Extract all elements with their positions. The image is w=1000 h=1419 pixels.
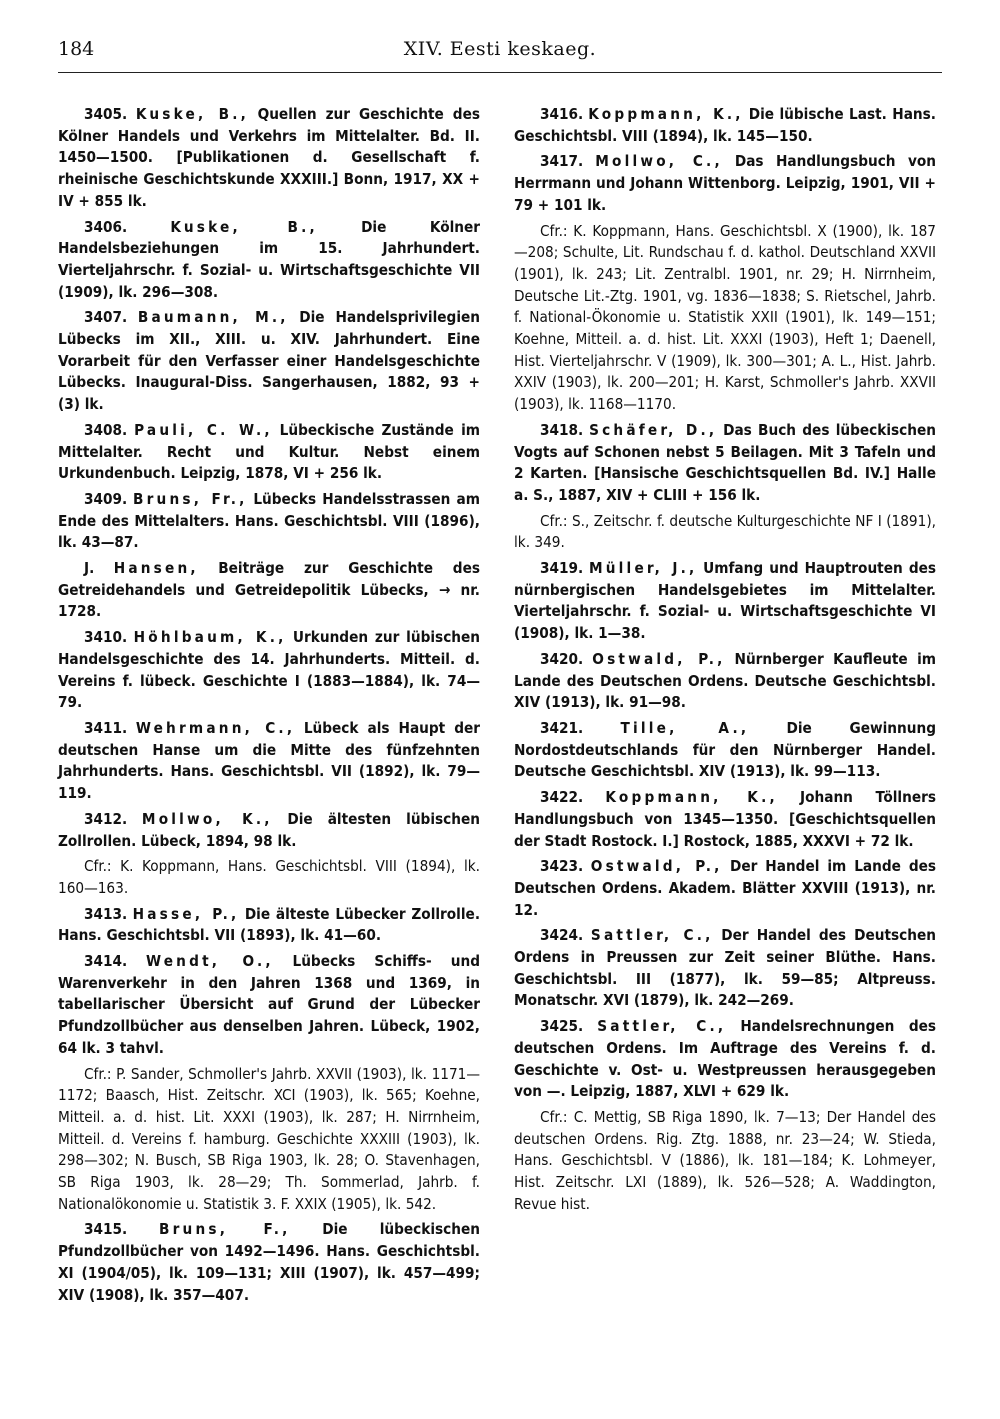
entry-review-note: Cfr.: K. Koppmann, Hans. Geschichtsbl. VIII (1894), lk. 160—163. <box>58 857 480 897</box>
bibliography-entry <box>514 718 936 783</box>
entry-title: Die älteste Lübecker Zollrolle. Hans. Geschichtsbl. VII (1893), lk. 41—60. <box>58 904 481 945</box>
entry-number: 3415. <box>84 1220 128 1239</box>
entry-author: Mollwo, C., <box>595 152 723 171</box>
bibliography-entry <box>514 856 936 921</box>
entry-author: Baumann, M., <box>137 308 289 327</box>
entry-author: Wehrmann, C., <box>135 718 296 737</box>
bibliography-entry <box>514 104 936 147</box>
bibliography-entry <box>58 627 480 714</box>
entry-number: 3419. <box>540 559 584 578</box>
running-head: XIV. Eesti keskaeg. <box>403 38 597 60</box>
entry-author: Höhlbaum, K., <box>133 628 287 647</box>
entry-number: 3424. <box>540 926 584 945</box>
entry-title: Die lübeckischen Pfundzollbücher von 1492—1496. Hans. Geschichtsbl. XI (1904/05), lk. 109—131; XIII (1907), lk. 457—499; XIV (1908), lk. 357—407. <box>58 1220 481 1304</box>
entry-number: 3413. <box>84 904 128 923</box>
entry-author: Bruns, F., <box>158 1220 291 1239</box>
entry-number: 3418. <box>540 420 584 439</box>
entry-title: Der Handel im Lande des Deutschen Ordens. Akadem. Blätter XXVIII (1913), nr. 12. <box>514 857 937 919</box>
entry-author: Hasse, P., <box>132 904 240 923</box>
entry-author: Bruns, Fr., <box>132 489 248 508</box>
entry-number: 3405. <box>84 105 128 123</box>
bibliography-entry <box>58 951 480 1060</box>
bibliography-entry <box>58 420 480 485</box>
entry-author: Hansen, <box>113 559 199 578</box>
bibliography-entry <box>514 558 936 645</box>
entry-title: Handelsrechnungen des deutschen Ordens. Im Auftrage des Vereins f. d. Geschichte v. Ost- u. Westpreussen herausgegeben von —. Leipzig, 1887, XLVI + 629 lk. <box>514 1017 937 1101</box>
bibliography-entry <box>58 307 480 416</box>
bibliography-entry <box>58 558 480 623</box>
entry-title: Das Handlungsbuch von Herrmann und Johann Wittenborg. Leipzig, 1901, VII + 79 + 101 lk. <box>514 152 936 214</box>
entry-title: Quellen zur Geschichte des Kölner Handels und Verkehrs im Mittelalter. Bd. II. 1450—1500. [Publikationen d. Gesellschaft f. rheinische Geschichtskunde XXXIII.] Bonn, 1917, XX + IV + 855 lk. <box>58 105 480 210</box>
entry-author: Sattler, C., <box>597 1017 727 1036</box>
entry-number: 3411. <box>84 718 128 737</box>
entry-review-note: Cfr.: C. Mettig, SB Riga 1890, lk. 7—13; Der Handel des deutschen Ordens. Rig. Ztg. 1888, nr. 23—24; W. Stieda, Hans. Geschichtsbl. V (1886), lk. 181—184; K. Lohmeyer, Hist. Zeitschr. LXI (1889), lk. 526—528; A. Waddington, Revue hist. <box>514 1107 936 1213</box>
entry-title: Die Kölner Handelsbeziehungen im 15. Jahrhundert. Vierteljahrschr. f. Sozial- u. Wirtschaftsgeschichte VII (1909), lk. 296—308. <box>58 217 480 301</box>
entry-number: 3407. <box>84 308 128 327</box>
entry-author: Mollwo, K., <box>141 809 273 828</box>
bibliography-entry <box>58 489 480 554</box>
entry-title: Johann Töllners Handlungsbuch von 1345—1350. [Geschichtsquellen der Stadt Rostock. I.] Rostock, 1885, XXXVI + 72 lk. <box>514 788 936 850</box>
bibliography-entry <box>514 151 936 216</box>
entry-number: 3417. <box>540 152 584 171</box>
entry-author: Kuske, B., <box>170 217 318 236</box>
bibliography-entry <box>514 649 936 714</box>
entry-number: 3409. <box>84 489 128 508</box>
entry-title: Nürnberger Kaufleute im Lande des Deutschen Ordens. Deutsche Geschichtsbl. XIV (1913), lk. 91—98. <box>514 649 936 712</box>
right-column <box>514 104 936 1219</box>
bibliography-entry <box>58 104 480 213</box>
entry-review-note: Cfr.: K. Koppmann, Hans. Geschichtsbl. X (1900), lk. 187—208; Schulte, Lit. Rundschau f. d. kathol. Deutschland XXVII (1901), lk. 243; Lit. Zentralbl. 1901, nr. 29; H. Nirrnheim, Deutsche Lit.-Ztg. 1901, vg. 1836—1838; S. Rietschel, Jahrb. f. National-Ökonomie u. Statistik XXII (1901), lk. 149—151; Koehne, Mitteil. a. d. hist. Lit. XXXI (1903), Heft 1; Daenell, Hist. Vierteljahrschr. V (1909), lk. 300—301; A. L., Hist. Jahrb. XXIV (1903), lk. 200—201; H. Karst, Schmoller's Jahrb. XXVII (1903), lk. 1168—1170. <box>514 221 936 414</box>
entry-title: Lübecks Handelsstrassen am Ende des Mittelalters. Hans. Geschichtsbl. VIII (1896), lk. 43—87. <box>58 489 480 552</box>
entry-title: Die Gewinnung Nordostdeutschlands für den Nürnberger Handel. Deutsche Geschichtsbl. XIV (1913), lk. 99—113. <box>514 718 936 781</box>
header-rule <box>58 72 942 73</box>
entry-number: 3416. <box>540 105 584 123</box>
entry-author: Koppmann, K., <box>588 105 744 123</box>
entry-title: Lübeckische Zustände im Mittelalter. Recht und Kultur. Nebst einem Urkundenbuch. Leipzig, 1878, VI + 256 lk. <box>58 420 480 483</box>
entry-title: Die Handelsprivilegien Lübecks im XII., XIII. u. XIV. Jahrhundert. Eine Vorarbeit für den Verfasser einer Handelsgeschichte Lübecks. Inaugural-Diss. Sangerhausen, 1882, 93 + (3) lk. <box>58 308 481 414</box>
entry-number: 3414. <box>84 952 128 971</box>
entry-title: Die ältesten lübischen Zollrollen. Lübeck, 1894, 98 lk. <box>58 809 480 850</box>
entry-title: Lübeck als Haupt der deutschen Hanse um die Mitte des fünfzehnten Jahrhunderts. Hans. Geschichtsbl. VII (1892), lk. 79—119. <box>58 718 480 803</box>
entry-author: Koppmann, K., <box>605 788 778 807</box>
bibliography-entry <box>514 925 936 1012</box>
entry-number: 3423. <box>540 857 584 876</box>
entry-title: Der Handel des Deutschen Ordens in Preussen zur Zeit seiner Blüthe. Hans. Geschichtsbl. III (1877), lk. 59—85; Altpreuss. Monatschr. XVI (1879), lk. 242—269. <box>514 926 936 1010</box>
entry-title: Das Buch des lübeckischen Vogts auf Schonen nebst 5 Beilagen. Mit 3 Tafeln und 2 Karten. [Hansische Geschichtsquellen Bd. IV.] Halle a. S., 1887, XIV + CLIII + 156 lk. <box>514 420 936 504</box>
entry-number: J. <box>84 559 95 578</box>
entry-number: 3420. <box>540 649 584 668</box>
bibliography-entry <box>58 217 480 304</box>
entry-title: Beiträge zur Geschichte des Getreidehandels und Getreidepolitik Lübecks, → nr. 1728. <box>58 559 480 621</box>
entry-author: Ostwald, P., <box>592 649 726 668</box>
entry-number: 3421. <box>540 718 584 737</box>
entry-number: 3425. <box>540 1017 584 1036</box>
entry-author: Tille, A., <box>620 718 750 737</box>
entry-review-note: Cfr.: P. Sander, Schmoller's Jahrb. XXVII (1903), lk. 1171—1172; Baasch, Hist. Zeitschr. XCI (1903), lk. 565; Koehne, Mitteil. a. d. hist. Lit. XXXI (1903), lk. 287; H. Nirrnheim, Mitteil. d. Vereins f. hamburg. Geschichte XXXIII (1903), lk. 298—302; N. Busch, SB Riga 1903, lk. 28; O. Stavenhagen, SB Riga 1903, lk. 28—29; Th. Sommerlad, Jahrb. f. Nationalökonomie u. Statistik 3. F. XXIX (1905), lk. 542. <box>58 1064 480 1213</box>
bibliography-entry <box>58 904 480 947</box>
bibliography-entry <box>514 1016 936 1103</box>
entry-review-note: Cfr.: S., Zeitschr. f. deutsche Kulturgeschichte NF I (1891), lk. 349. <box>514 511 936 552</box>
entry-author: Kuske, B., <box>135 105 249 123</box>
entry-number: 3422. <box>540 788 584 807</box>
entry-title: Lübecks Schiffs- und Warenverkehr in den Jahren 1368 und 1369, in tabellarischer Übersicht auf Grund der Lübecker Pfundzollbücher aus denselben Jahren. Lübeck, 1902, 64 lk. 3 tahvl. <box>58 952 481 1057</box>
bibliography-entry <box>58 718 480 805</box>
entry-title: Die lübische Last. Hans. Geschichtsbl. VIII (1894), lk. 145—150. <box>514 105 936 145</box>
entry-author: Müller, J., <box>588 559 698 578</box>
page-number: 184 <box>58 38 95 60</box>
bibliography-entry <box>58 1219 480 1306</box>
bibliography-entry <box>58 809 480 852</box>
entry-author: Ostwald, P., <box>590 857 723 876</box>
entry-number: 3412. <box>84 809 128 828</box>
entry-author: Pauli, C. W., <box>134 420 273 439</box>
entry-author: Sattler, C., <box>590 926 714 945</box>
entry-number: 3410. <box>84 628 128 647</box>
entry-title: Urkunden zur lübischen Handelsgeschichte des 14. Jahrhunderts. Mitteil. d. Vereins f. lübeck. Geschichte I (1883—1884), lk. 74—79. <box>58 628 481 712</box>
entry-author: Schäfer, D., <box>589 420 718 439</box>
bibliography-entry <box>514 420 936 507</box>
entry-title: Umfang und Hauptrouten des nürnbergischen Handelsgebietes im Mittelalter. Vierteljahrschr. f. Sozial- u. Wirtschaftsgeschichte VI (1908), lk. 1—38. <box>514 559 937 643</box>
left-column <box>58 104 480 1310</box>
bibliography-entry <box>514 787 936 852</box>
entry-author: Wendt, O., <box>145 952 274 971</box>
entry-number: 3408. <box>84 420 128 439</box>
entry-number: 3406. <box>84 217 128 236</box>
